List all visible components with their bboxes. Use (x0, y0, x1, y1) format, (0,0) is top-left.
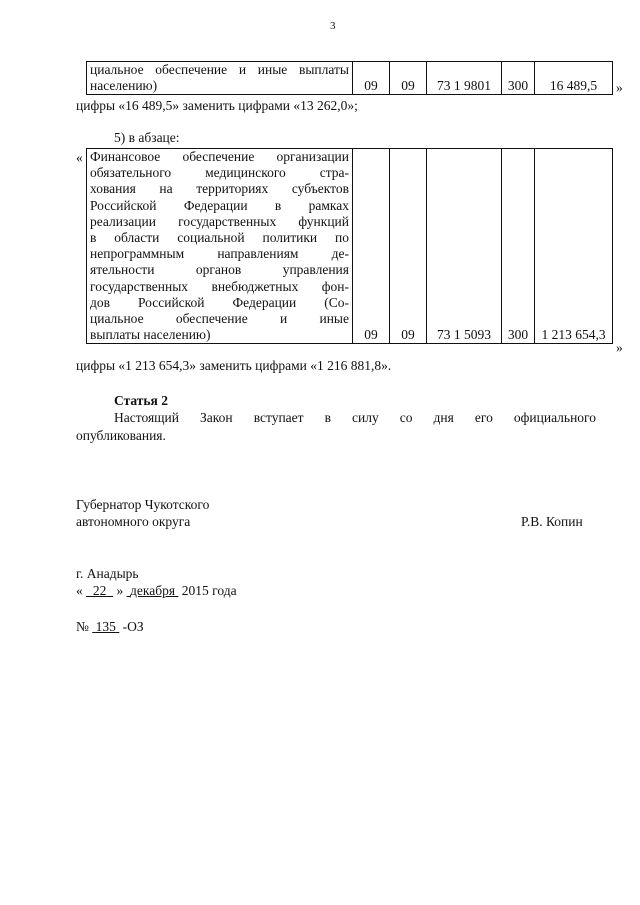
article-text-line-2: опубликования. (76, 428, 166, 443)
law-number-suffix: -ОЗ (122, 619, 144, 634)
table-cell-amount: 1 213 654,3 (535, 149, 613, 344)
table-row (87, 62, 613, 95)
description-line: обязательного медицинского стра- (90, 165, 349, 181)
date-open-quote: « (76, 583, 83, 598)
budget-table-2 (86, 148, 613, 344)
table-cell-subsection: 09 (390, 62, 427, 95)
page-number: 3 (330, 20, 336, 32)
article-title (114, 393, 168, 409)
replace-instruction-2: цифры «1 213 654,3» заменить цифрами «1 216 881,8». (76, 358, 392, 373)
description-line: циальное обеспечение и иные (90, 311, 349, 327)
governor-title-line-1: Губернатор Чукотского (76, 497, 210, 512)
table-row (87, 149, 613, 344)
description-line: выплаты населению) (90, 327, 211, 343)
description-line: Российской Федерации в рамках (90, 197, 349, 213)
law-number-value-wrap (92, 619, 119, 634)
description-line: дов Российской Федерации (Со- (90, 294, 349, 310)
description-line: ятельности органов управления (90, 262, 349, 278)
table-cell-expense-type: 300 (502, 62, 535, 95)
table-cell-expense-type: 300 (502, 149, 535, 344)
description-line: реализации государственных функций (90, 213, 349, 229)
date-month (127, 583, 179, 598)
law-number (76, 619, 144, 635)
date-day-value: 22 (92, 583, 107, 598)
closing-quote: » (616, 80, 623, 95)
closing-quote: » (616, 340, 623, 355)
budget-table-1 (86, 61, 613, 95)
description-line: хования на территориях субъектов (90, 181, 349, 197)
governor-title-line-2: автономного округа (76, 514, 191, 529)
table-cell-subsection: 09 (390, 149, 427, 344)
description-line: населению) (90, 78, 158, 94)
table-cell-target-code: 73 1 9801 (427, 62, 502, 95)
description-line: циальное обеспечение и иные выплаты (90, 62, 349, 77)
article-title-text: Статья 2 (114, 393, 168, 408)
table-cell-section: 09 (353, 149, 390, 344)
item-5-heading: 5) в абзаце: (114, 130, 180, 145)
replace-instruction-1: цифры «16 489,5» заменить цифрами «13 262,0»; (76, 98, 358, 113)
signing-date (76, 583, 237, 599)
date-year: 2015 года (181, 583, 237, 598)
article-text-line-1: Настоящий Закон вступает в силу со дня его официального (114, 410, 596, 425)
opening-quote: « (76, 150, 83, 165)
date-day (86, 583, 113, 598)
table-cell-description (87, 62, 353, 95)
description-line: непрограммным направлениям де- (90, 246, 349, 262)
description-line: в области социальной политики по (90, 230, 349, 246)
governor-name: Р.В. Копин (521, 514, 583, 529)
table-cell-description (87, 149, 353, 344)
law-number-value: 135 (95, 619, 116, 634)
table-cell-target-code: 73 1 5093 (427, 149, 502, 344)
law-number-prefix: № (76, 619, 89, 634)
table-cell-section: 09 (353, 62, 390, 95)
description-line: Финансовое обеспечение организации (90, 149, 349, 164)
city: г. Анадырь (76, 566, 139, 581)
table-cell-amount: 16 489,5 (535, 62, 613, 95)
description-line: государственных внебюджетных фон- (90, 278, 349, 294)
date-close-quote: » (116, 583, 124, 598)
date-month-value: декабря (130, 583, 176, 598)
